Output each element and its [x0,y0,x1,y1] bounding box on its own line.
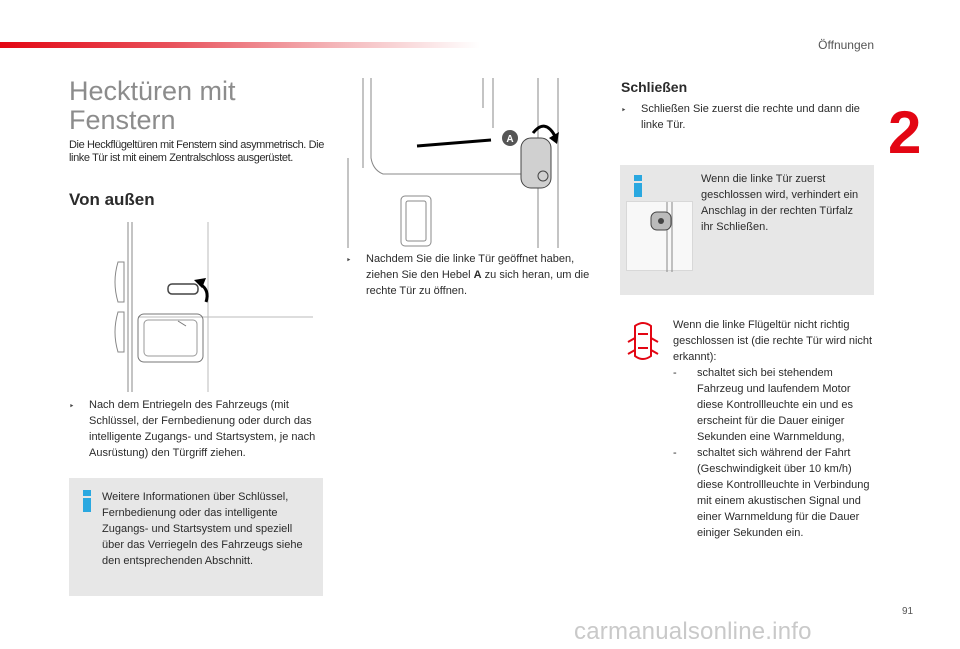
lever-a-illustration [343,78,589,248]
watermark-link[interactable]: carmanualsonline.info [574,618,812,645]
door-stop-illustration [626,201,693,271]
info-text: Wenn die linke Tür zuerst geschlossen wird, verhindert ein Anschlag in der rechten Türfalz ihr Schließen. [701,173,859,233]
warning-text [673,317,873,541]
intro-text: Die Heckflügeltüren mit Fenstern sind asymmetrisch. Die linke Tür ist mit einem Zentralschloss ausgerüstet. [69,139,324,164]
page-number: 91 [902,606,914,617]
info-box-closing-order [620,165,874,295]
lever-reference: A [473,269,482,281]
step-text [366,251,596,299]
dash-marker: - [673,447,677,459]
bullet-marker: ‣ [621,105,627,115]
warning-item-text: schaltet sich während der Fahrt (Geschwindigkeit über 10 km/h) diese Kontrollleuchte in Verbindung mit einem akustischen Signal und einer Warnmeldung für die Dauer einiger Sekunden ein. [697,447,870,539]
warning-item-text: schaltet sich bei stehendem Fahrzeug und laufendem Motor diese Kontrollleuchte ein und es erscheint für die Dauer einiger Sekunden eine Warnmeldung, [697,367,853,443]
step-open-from-outside [69,397,329,461]
bullet-marker: ‣ [69,401,75,411]
step-text-part: zu sich heran, um die rechte Tür zu öffnen. [366,269,590,297]
info-icon [634,175,642,195]
header-accent-bar [0,42,480,48]
step-text: Nach dem Entriegeln des Fahrzeugs (mit Schlüssel, der Fernbedienung oder durch das intelligente Zugangs- und Startsystem, je nach Ausrüstung) den Türgriff ziehen. [89,399,316,459]
heading-schliessen: Schließen [621,79,688,95]
step-text: Schließen Sie zuerst die rechte und dann die linke Tür. [641,103,860,131]
page-title: Hecktüren mit Fenstern [69,76,236,135]
warning-item [673,365,873,445]
warning-intro: Wenn die linke Flügeltür nicht richtig geschlossen ist (die rechte Tür wird nicht erkannt): [673,319,873,363]
info-box-keys [69,478,323,596]
step-text-part: Nachdem Sie die linke Tür geöffnet haben, ziehen Sie den Hebel [366,253,575,281]
info-text: Weitere Informationen über Schlüssel, Fernbedienung oder das intelligente Zugangs- und Startsystem und speziell über das Verriegeln des Fahrzeugs siehe den entsprechenden Abschnitt. [102,491,303,567]
heading-von-aussen: Von außen [69,190,155,209]
chapter-number: 2 [888,99,922,166]
warning-item [673,445,873,541]
dash-marker: - [673,367,677,379]
callout-label-a: A [506,134,514,145]
bullet-marker: ‣ [346,255,352,265]
door-open-warning-icon [627,320,659,362]
step-open-right-door [346,251,596,299]
info-icon [83,490,91,510]
step-close-doors [621,101,871,133]
section-title: Öffnungen [818,38,874,52]
rear-door-handle-illustration [108,222,323,392]
